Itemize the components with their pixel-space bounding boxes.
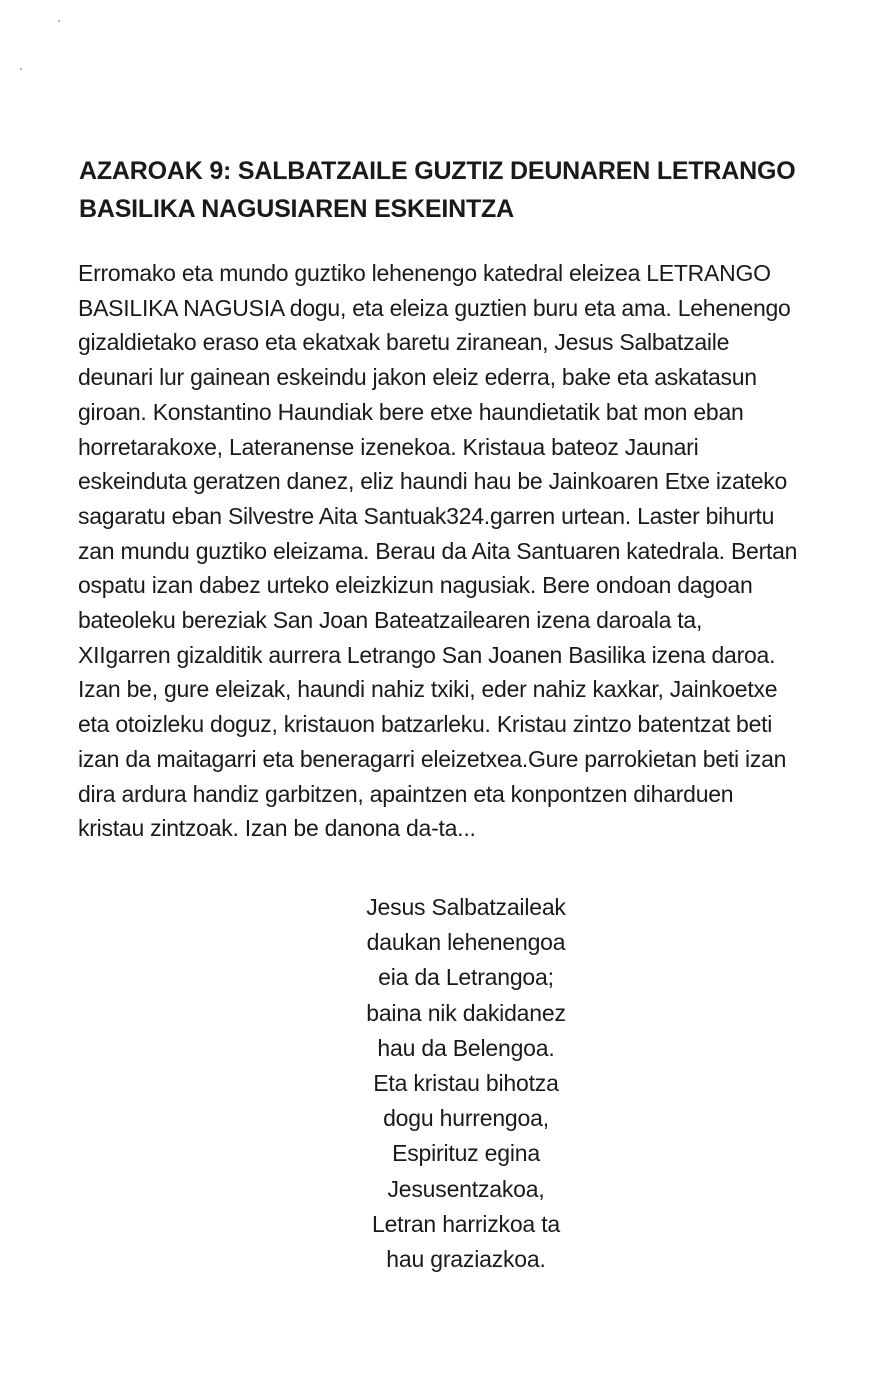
- body-line: sagaratu eban Silvestre Aita Santuak324.garren urtean. Laster bihurtu: [78, 502, 775, 529]
- poem: [266, 890, 666, 1277]
- body-line: eta otoizleku doguz, kristauon batzarleku. Kristau zintzo batentzat beti: [78, 711, 773, 738]
- poem-line: baina nik dakidanez: [366, 999, 566, 1026]
- title-line: BASILIKA NAGUSIAREN ESKEINTZA: [79, 195, 514, 223]
- poem-line: eia da Letrangoa;: [378, 964, 554, 991]
- poem-line: Jesusentzakoa,: [387, 1175, 545, 1202]
- body-line: dira ardura handiz garbitzen, apaintzen eta konpontzen diharduen: [78, 780, 734, 807]
- body-line: XIIgarren gizalditik aurrera Letrango San Joanen Basilika izena daroa.: [78, 641, 776, 668]
- poem-line: Espirituz egina: [392, 1140, 540, 1167]
- body-line: deunari lur gainean eskeindu jakon eleiz ederra, bake eta askatasun: [78, 364, 757, 391]
- body-line: Erromako eta mundo guztiko lehenengo katedral eleizea LETRANGO: [78, 260, 771, 286]
- body-line: gizaldietako eraso eta ekatxak baretu ziranean, Jesus Salbatzaile: [78, 329, 730, 356]
- poem-line: daukan lehenengoa: [366, 929, 566, 956]
- poem-line: hau graziazkoa.: [386, 1246, 546, 1273]
- body-line: eskeinduta geratzen danez, eliz haundi hau be Jainkoaren Etxe izateko: [78, 468, 788, 495]
- scan-speck: [58, 20, 60, 22]
- poem-line: dogu hurrengoa,: [383, 1105, 549, 1132]
- body-line: giroan. Konstantino Haundiak bere etxe haundietatik bat mon eban: [78, 398, 744, 425]
- article-title: [79, 152, 859, 228]
- body-line: zan mundu guztiko eleizama. Berau da Aita Santuaren katedrala. Bertan: [78, 537, 798, 564]
- poem-line: hau da Belengoa.: [377, 1034, 555, 1061]
- article-body: [78, 256, 868, 846]
- scan-speck: [20, 68, 22, 70]
- body-line: BASILIKA NAGUSIA dogu, eta eleiza guztien buru eta ama. Lehenengo: [78, 294, 791, 321]
- body-line: kristau zintzoak. Izan be danona da-ta...: [78, 815, 476, 842]
- body-line: ospatu izan dabez urteko eleizkizun nagusiak. Bere ondoan dagoan: [78, 572, 753, 599]
- body-line: Izan be, gure eleizak, haundi nahiz txiki, eder nahiz kaxkar, Jainkoetxe: [78, 676, 778, 703]
- poem-line: Eta kristau bihotza: [373, 1070, 559, 1097]
- body-line: bateoleku bereziak San Joan Bateatzailearen izena daroala ta,: [78, 607, 703, 634]
- body-line: horretarakoxe, Lateranense izenekoa. Kristaua bateoz Jaunari: [78, 433, 699, 460]
- poem-line: Letran harrizkoa ta: [372, 1210, 560, 1237]
- poem-line: Jesus Salbatzaileak: [366, 894, 566, 920]
- body-line: izan da maitagarri eta beneragarri eleizetxea.Gure parrokietan beti izan: [78, 745, 787, 772]
- title-line: AZAROAK 9: SALBATZAILE GUZTIZ DEUNAREN LETRANGO: [79, 157, 796, 185]
